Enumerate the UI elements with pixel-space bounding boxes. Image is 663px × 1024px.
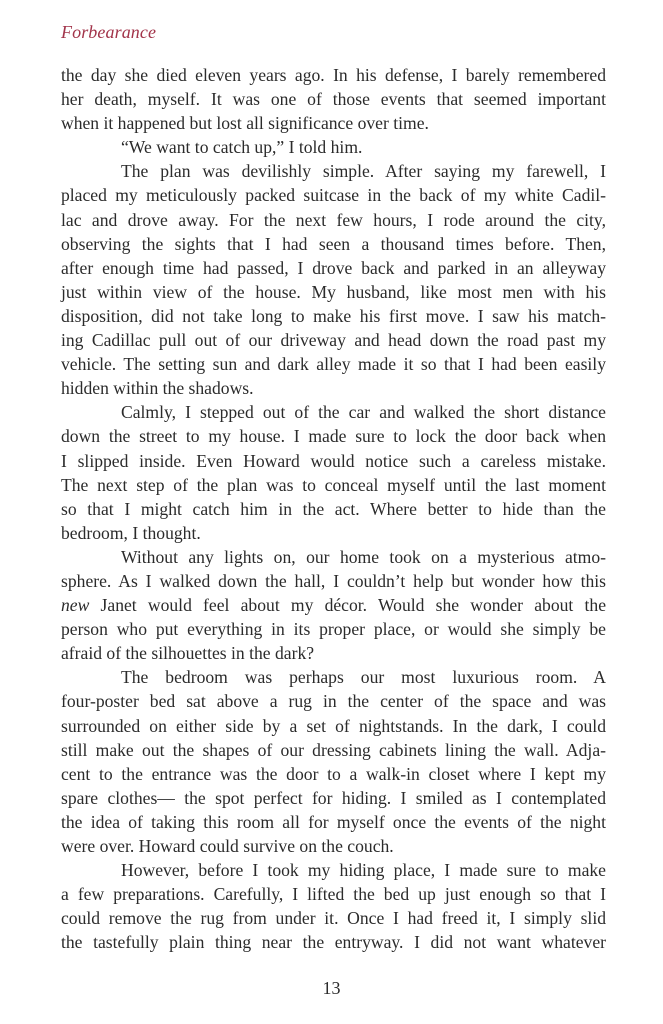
text-line: sphere. As I walked down the hall, I couldn’t help but wonder how this	[61, 570, 606, 591]
text-line: ing Cadillac pull out of our driveway and head down the road past my	[61, 330, 606, 351]
text-line-rest: Janet would feel about my décor. Would she wonder about the	[89, 595, 606, 616]
text-line: Calmly, I stepped out of the car and walked the short distance	[121, 402, 606, 423]
text-line: vehicle. The setting sun and dark alley made it so that I had been easily	[61, 354, 606, 375]
text-line: Without any lights on, our home took on a mysterious atmo-	[121, 546, 606, 567]
text-line: person who put everything in its proper place, or would she simply be	[61, 619, 606, 640]
body-text	[61, 63, 606, 954]
text-line: I slipped inside. Even Howard would notice such a careless mistake.	[61, 450, 606, 471]
text-line: just within view of the house. My husband, like most men with his	[61, 281, 606, 302]
text-line: surrounded on either side by a set of nightstands. In the dark, I could	[61, 715, 606, 736]
text-line: placed my meticulously packed suitcase in the back of my white Cadil-	[61, 185, 606, 206]
text-line: down the street to my house. I made sure to lock the door back when	[61, 426, 606, 447]
text-line: her death, myself. It was one of those events that seemed important	[61, 89, 606, 110]
text-line: so that I might catch him in the act. Where better to hide than the	[61, 498, 606, 519]
text-line: hidden within the shadows.	[61, 378, 254, 399]
text-line: the day she died eleven years ago. In his defense, I barely remembered	[61, 65, 606, 85]
text-line: the idea of taking this room all for myself once the events of the night	[61, 811, 606, 832]
text-line: lac and drove away. For the next few hours, I rode around the city,	[61, 209, 606, 230]
text-line: observing the sights that I had seen a thousand times before. Then,	[61, 233, 606, 254]
text-line: a few preparations. Carefully, I lifted the bed up just enough so that I	[61, 884, 606, 905]
text-line: disposition, did not take long to make his first move. I saw his match-	[61, 305, 606, 326]
text-line: The next step of the plan was to conceal myself until the last moment	[61, 474, 606, 495]
text-line: The plan was devilishly simple. After saying my farewell, I	[121, 161, 606, 182]
running-head-title: Forbearance	[61, 22, 157, 42]
text-line: still make out the shapes of our dressing cabinets lining the wall. Adja-	[61, 739, 606, 760]
text-line: when it happened but lost all significance over time.	[61, 113, 429, 134]
text-line: spare clothes— the spot perfect for hiding. I smiled as I contemplated	[61, 787, 606, 808]
page-number: 13	[322, 978, 341, 998]
text-line: The bedroom was perhaps our most luxurious room. A	[121, 667, 606, 688]
text-line: afraid of the silhouettes in the dark?	[61, 643, 315, 664]
text-line: “We want to catch up,” I told him.	[121, 137, 363, 158]
text-line: were over. Howard could survive on the couch.	[61, 836, 394, 856]
text-line: However, before I took my hiding place, I made sure to make	[121, 860, 606, 881]
text-line: after enough time had passed, I drove back and parked in an alleyway	[61, 257, 606, 278]
text-line: four-poster bed sat above a rug in the center of the space and was	[61, 691, 606, 712]
text-line: cent to the entrance was the door to a walk-in closet where I kept my	[61, 763, 606, 784]
text-line: bedroom, I thought.	[61, 522, 201, 543]
text-line	[61, 593, 606, 617]
text-line: the tastefully plain thing near the entryway. I did not want whatever	[61, 932, 606, 953]
text-line: could remove the rug from under it. Once I had freed it, I simply slid	[61, 908, 606, 929]
italic-emphasis: new	[61, 595, 90, 616]
